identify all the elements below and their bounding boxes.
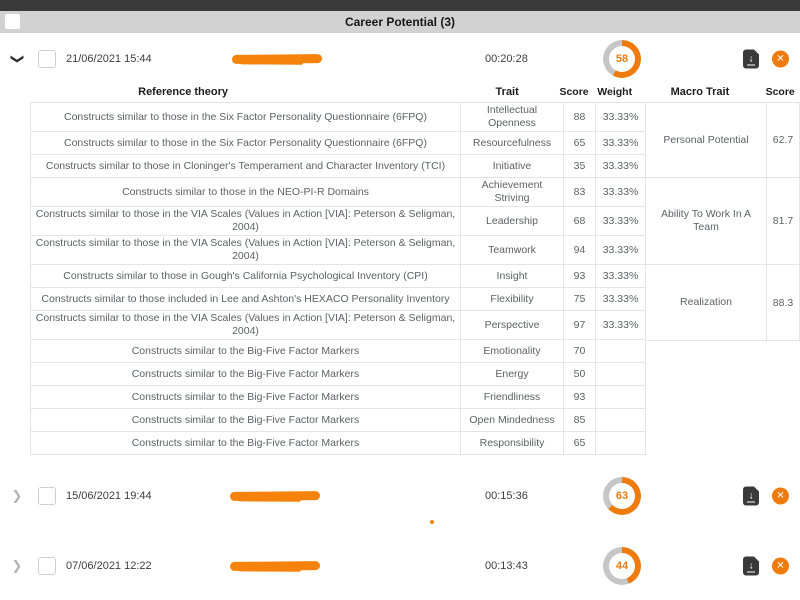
entry-duration: 00:13:43	[485, 560, 528, 572]
cell-score: 68	[564, 207, 596, 236]
cell-ref: Constructs similar to those in the VIA Scales (Values in Action [VIA]: Peterson & Seligman, 2004)	[31, 311, 461, 340]
cell-score: 35	[564, 155, 596, 178]
cell-score: 70	[564, 340, 596, 363]
window-titlebar	[0, 0, 800, 11]
cell-weight	[596, 363, 646, 386]
cell-weight	[596, 409, 646, 432]
delete-entry-button[interactable]	[772, 558, 789, 575]
download-arrow-icon: ↓	[748, 53, 754, 65]
cell-ref: Constructs similar to the Big-Five Factor Markers	[31, 409, 461, 432]
table-row	[31, 311, 646, 340]
report-column-headers	[30, 86, 800, 102]
download-base-icon	[747, 501, 755, 503]
macro-traits-table	[646, 102, 800, 341]
table-row	[31, 155, 646, 178]
entry-checkbox[interactable]	[38, 50, 56, 68]
cell-trait: Friendliness	[461, 386, 564, 409]
cell-score: 83	[564, 178, 596, 207]
assessment-entry-3	[0, 547, 800, 585]
cell-weight	[596, 340, 646, 363]
cell-trait: Insight	[461, 265, 564, 288]
table-row	[31, 288, 646, 311]
cell-weight: 33.33%	[596, 132, 646, 155]
panel-header	[0, 11, 800, 33]
cell-ref: Constructs similar to the Big-Five Factor Markers	[31, 432, 461, 455]
score-donut-chart	[603, 40, 641, 78]
score-value: 44	[609, 553, 635, 579]
cell-score: 93	[564, 265, 596, 288]
table-row	[31, 363, 646, 386]
macro-trait-score: 88.3	[772, 296, 794, 309]
entry-date: 07/06/2021 12:22	[66, 560, 152, 572]
table-row	[31, 178, 646, 207]
macro-row	[646, 265, 799, 340]
cell-score: 93	[564, 386, 596, 409]
redacted-email	[230, 491, 320, 501]
download-report-button[interactable]	[743, 487, 759, 506]
cell-ref: Constructs similar to those in the Six Factor Personality Questionnaire (6FPQ)	[31, 103, 461, 132]
macro-trait-label: Ability To Work In A Team	[646, 178, 767, 264]
entry-duration: 00:20:28	[485, 53, 528, 65]
cell-trait: Perspective	[461, 311, 564, 340]
table-row	[31, 103, 646, 132]
score-donut-chart	[603, 477, 641, 515]
cell-ref: Constructs similar to the Big-Five Factor Markers	[31, 363, 461, 386]
table-row	[31, 236, 646, 265]
cell-trait: Achievement Striving	[461, 178, 564, 207]
cell-trait: Leadership	[461, 207, 564, 236]
macro-row	[646, 178, 799, 265]
entry-checkbox[interactable]	[38, 557, 56, 575]
cell-ref: Constructs similar to those in Gough's California Psychological Inventory (CPI)	[31, 265, 461, 288]
cell-ref: Constructs similar to those in the Six Factor Personality Questionnaire (6FPQ)	[31, 132, 461, 155]
cell-weight: 33.33%	[596, 178, 646, 207]
cell-weight	[596, 386, 646, 409]
table-row	[31, 409, 646, 432]
cell-ref: Constructs similar to those included in Lee and Ashton's HEXACO Personality Inventory	[31, 288, 461, 311]
cell-weight: 33.33%	[596, 236, 646, 265]
delete-x-icon: ✕	[776, 53, 785, 65]
cell-trait: Open Mindedness	[461, 409, 564, 432]
cell-trait: Flexibility	[461, 288, 564, 311]
download-base-icon	[747, 571, 755, 573]
cell-ref: Constructs similar to those in the VIA Scales (Values in Action [VIA]: Peterson & Seligman, 2004)	[31, 207, 461, 236]
assessment-table-body	[31, 103, 646, 455]
cell-score: 97	[564, 311, 596, 340]
cell-ref: Constructs similar to those in the NEO-PI-R Domains	[31, 178, 461, 207]
cell-weight: 33.33%	[596, 103, 646, 132]
redacted-email	[232, 54, 322, 64]
entry-date: 21/06/2021 15:44	[66, 53, 152, 65]
macro-trait-label: Personal Potential	[646, 103, 767, 177]
collapse-chevron-icon[interactable]: ❯	[10, 53, 25, 65]
cell-trait: Emotionality	[461, 340, 564, 363]
cell-weight: 33.33%	[596, 155, 646, 178]
download-arrow-icon: ↓	[748, 560, 754, 572]
cell-ref: Constructs similar to the Big-Five Factor Markers	[31, 386, 461, 409]
cell-trait: Initiative	[461, 155, 564, 178]
delete-x-icon: ✕	[776, 490, 785, 502]
download-base-icon	[747, 64, 755, 66]
assessment-entry-2	[0, 477, 800, 515]
cell-score: 94	[564, 236, 596, 265]
cell-score: 50	[564, 363, 596, 386]
table-row	[31, 132, 646, 155]
cell-weight: 33.33%	[596, 311, 646, 340]
select-all-checkbox[interactable]	[5, 14, 20, 29]
cell-score: 75	[564, 288, 596, 311]
cell-ref: Constructs similar to those in Cloninger's Temperament and Character Inventory (TCI)	[31, 155, 461, 178]
macro-row	[646, 103, 799, 178]
report-body	[30, 102, 800, 455]
redacted-email	[230, 561, 320, 571]
cell-score: 65	[564, 432, 596, 455]
cell-ref: Constructs similar to the Big-Five Factor Markers	[31, 340, 461, 363]
cell-trait: Teamwork	[461, 236, 564, 265]
cell-score: 65	[564, 132, 596, 155]
table-row	[31, 386, 646, 409]
entry-date: 15/06/2021 19:44	[66, 490, 152, 502]
assessment-report	[30, 86, 800, 455]
download-arrow-icon: ↓	[748, 490, 754, 502]
header-trait: Trait	[495, 86, 519, 98]
macro-trait-score: 62.7	[772, 134, 794, 146]
traits-table	[30, 102, 646, 455]
cell-ref: Constructs similar to those in the VIA Scales (Values in Action [VIA]: Peterson & Seligman, 2004)	[31, 236, 461, 265]
header-score: Score	[559, 86, 589, 98]
cell-weight: 33.33%	[596, 265, 646, 288]
delete-x-icon: ✕	[776, 560, 785, 572]
score-value: 63	[609, 483, 635, 509]
cell-weight: 33.33%	[596, 288, 646, 311]
macro-trait-label: Realization	[646, 265, 767, 340]
macro-trait-score: 81.7	[772, 215, 794, 227]
entry-checkbox[interactable]	[38, 487, 56, 505]
cell-trait: Responsibility	[461, 432, 564, 455]
cell-weight	[596, 432, 646, 455]
table-row	[31, 265, 646, 288]
expand-chevron-icon[interactable]: ❯	[11, 488, 23, 503]
cell-score: 85	[564, 409, 596, 432]
score-value: 58	[609, 46, 635, 72]
cell-weight: 33.33%	[596, 207, 646, 236]
delete-entry-button[interactable]	[772, 488, 789, 505]
download-report-button[interactable]	[743, 50, 759, 69]
table-row	[31, 432, 646, 455]
score-donut-chart	[603, 547, 641, 585]
header-macro-score: Score	[765, 86, 795, 98]
header-weight: Weight	[597, 86, 633, 98]
expand-chevron-icon[interactable]: ❯	[11, 558, 23, 573]
stray-mark	[430, 520, 434, 524]
cell-trait: Intellectual Openness	[461, 103, 564, 132]
cell-score: 88	[564, 103, 596, 132]
panel-title: Career Potential (3)	[344, 15, 456, 29]
header-macro-trait: Macro Trait	[670, 86, 730, 98]
entry-duration: 00:15:36	[485, 490, 528, 502]
cell-trait: Resourcefulness	[461, 132, 564, 155]
cell-trait: Energy	[461, 363, 564, 386]
header-reference-theory: Reference theory	[138, 86, 228, 98]
delete-entry-button[interactable]	[772, 51, 789, 68]
table-row	[31, 207, 646, 236]
download-report-button[interactable]	[743, 557, 759, 576]
assessment-entry-1	[0, 40, 800, 78]
table-row	[31, 340, 646, 363]
